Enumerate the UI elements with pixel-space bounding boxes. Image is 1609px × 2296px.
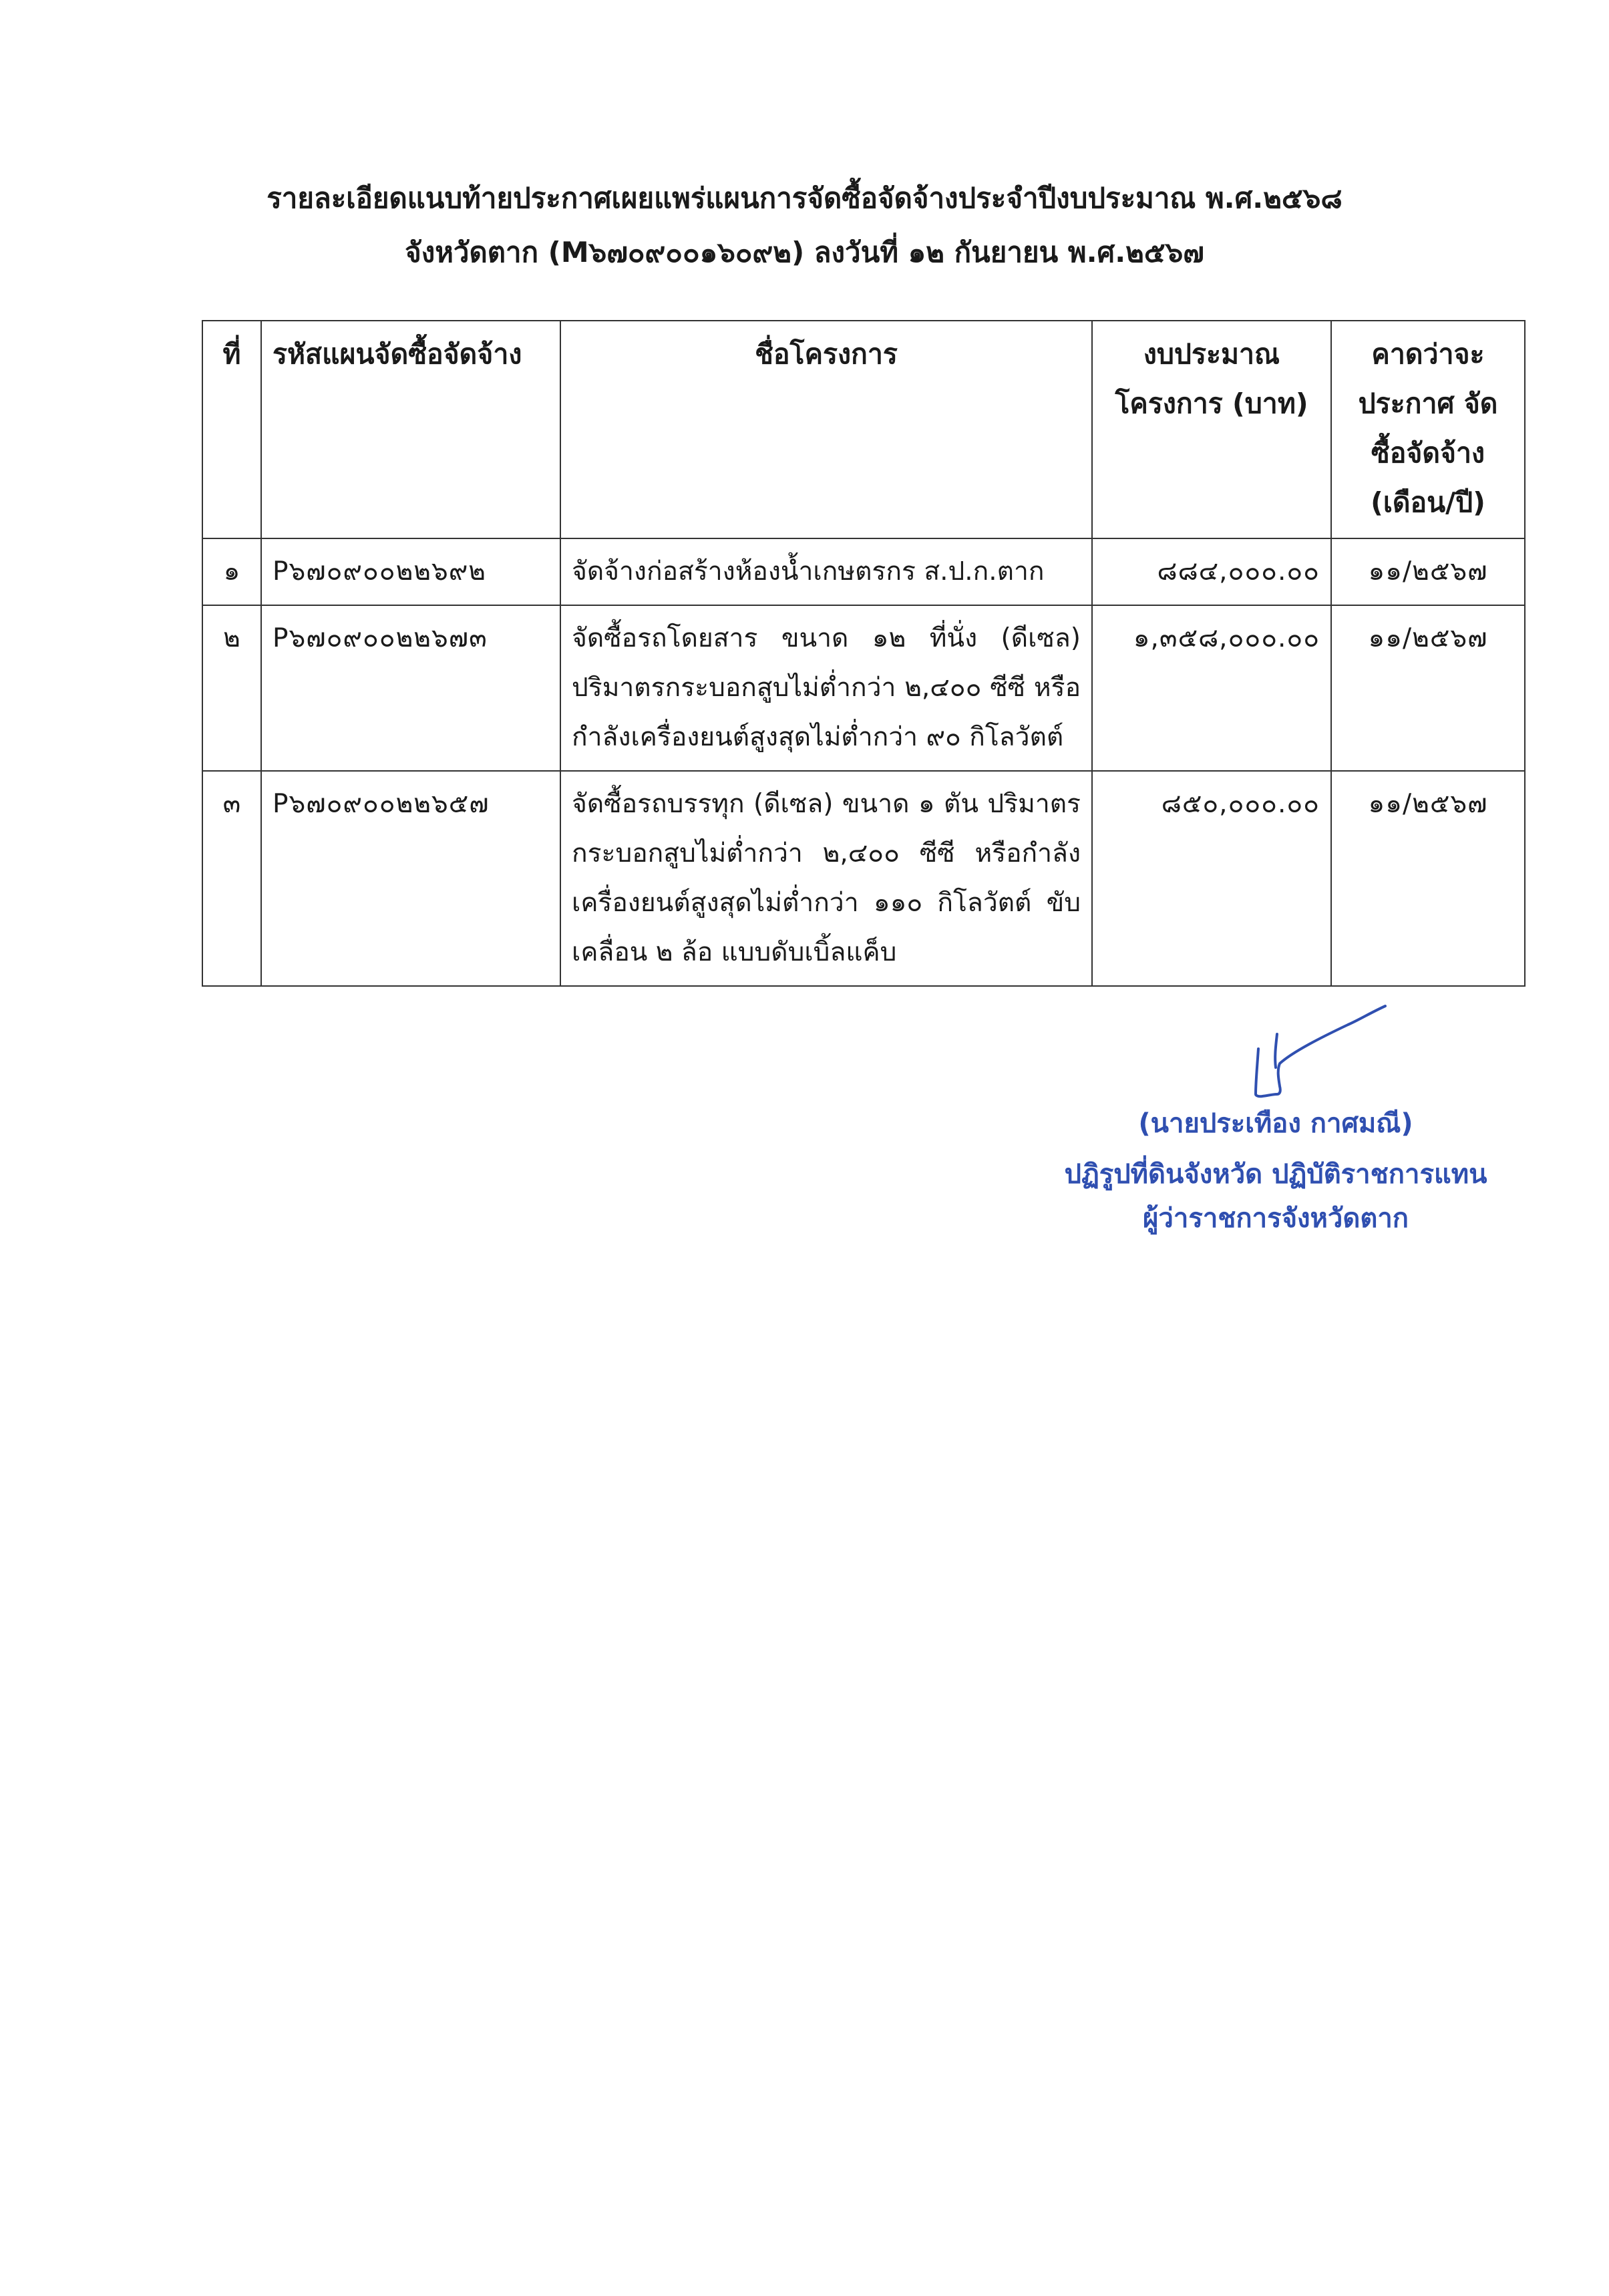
- header-project-name: ชื่อโครงการ: [560, 321, 1092, 538]
- row-budget: ๘๕๐,๐๐๐.๐๐: [1092, 771, 1331, 986]
- signatory-position-line2: ผู้ว่าราชการจังหวัดตาก: [1142, 1203, 1409, 1234]
- signatory-name: (นายประเทือง กาศมณี): [1138, 1108, 1413, 1139]
- handwritten-signature: [1229, 982, 1403, 1116]
- table-header-row: [202, 321, 1525, 538]
- row-plan-code: P๖๗๐๙๐๐๒๒๖๗๓: [261, 605, 560, 771]
- row-no: ๒: [202, 605, 261, 771]
- document-title-line2: จังหวัดตาก (M๖๗๐๙๐๐๑๖๐๙๒) ลงวันที่ ๑๒ กันยายน พ.ศ.๒๕๖๗: [405, 236, 1204, 269]
- row-budget: ๑,๓๕๘,๐๐๐.๐๐: [1092, 605, 1331, 771]
- header-budget: งบประมาณ โครงการ (บาท): [1092, 321, 1331, 538]
- row-budget: ๘๘๔,๐๐๐.๐๐: [1092, 538, 1331, 605]
- row-plan-code: P๖๗๐๙๐๐๒๒๖๕๗: [261, 771, 560, 986]
- row-no: ๑: [202, 538, 261, 605]
- row-project-name: จัดจ้างก่อสร้างห้องน้ำเกษตรกร ส.ป.ก.ตาก: [560, 538, 1092, 605]
- row-plan-code: P๖๗๐๙๐๐๒๒๖๙๒: [261, 538, 560, 605]
- header-expected-date: คาดว่าจะ ประกาศ จัดซื้อจัดจ้าง (เดือน/ปี): [1331, 321, 1525, 538]
- row-expected-date: ๑๑/๒๕๖๗: [1331, 605, 1525, 771]
- document-title-line1: รายละเอียดแนบท้ายประกาศเผยแพร่แผนการจัดซื้อจัดจ้างประจำปีงบประมาณ พ.ศ.๒๕๖๘: [266, 182, 1343, 214]
- row-project-name: จัดซื้อรถโดยสาร ขนาด ๑๒ ที่นั่ง (ดีเซล) ปริมาตรกระบอกสูบไม่ต่ำกว่า ๒,๔๐๐ ซีซี หรือกำลังเครื่องยนต์สูงสุดไม่ต่ำกว่า ๙๐ กิโลวัตต์: [560, 605, 1092, 771]
- header-plan-code: รหัสแผนจัดซื้อจัดจ้าง: [261, 321, 560, 538]
- signatory-position-line1: ปฏิรูปที่ดินจังหวัด ปฏิบัติราชการแทน: [1064, 1159, 1487, 1190]
- row-no: ๓: [202, 771, 261, 986]
- procurement-plan-table: [202, 320, 1526, 987]
- table-row: [202, 605, 1525, 771]
- header-no: ที่: [202, 321, 261, 538]
- table-row: [202, 538, 1525, 605]
- table-row: [202, 771, 1525, 986]
- row-expected-date: ๑๑/๒๕๖๗: [1331, 771, 1525, 986]
- row-expected-date: ๑๑/๒๕๖๗: [1331, 538, 1525, 605]
- row-project-name: จัดซื้อรถบรรทุก (ดีเซล) ขนาด ๑ ตัน ปริมาตรกระบอกสูบไม่ต่ำกว่า ๒,๔๐๐ ซีซี หรือกำลังเครื่องยนต์สูงสุดไม่ต่ำกว่า ๑๑๐ กิโลวัตต์ ขับเคลื่อน ๒ ล้อ แบบดับเบิ้ลแค็บ: [560, 771, 1092, 986]
